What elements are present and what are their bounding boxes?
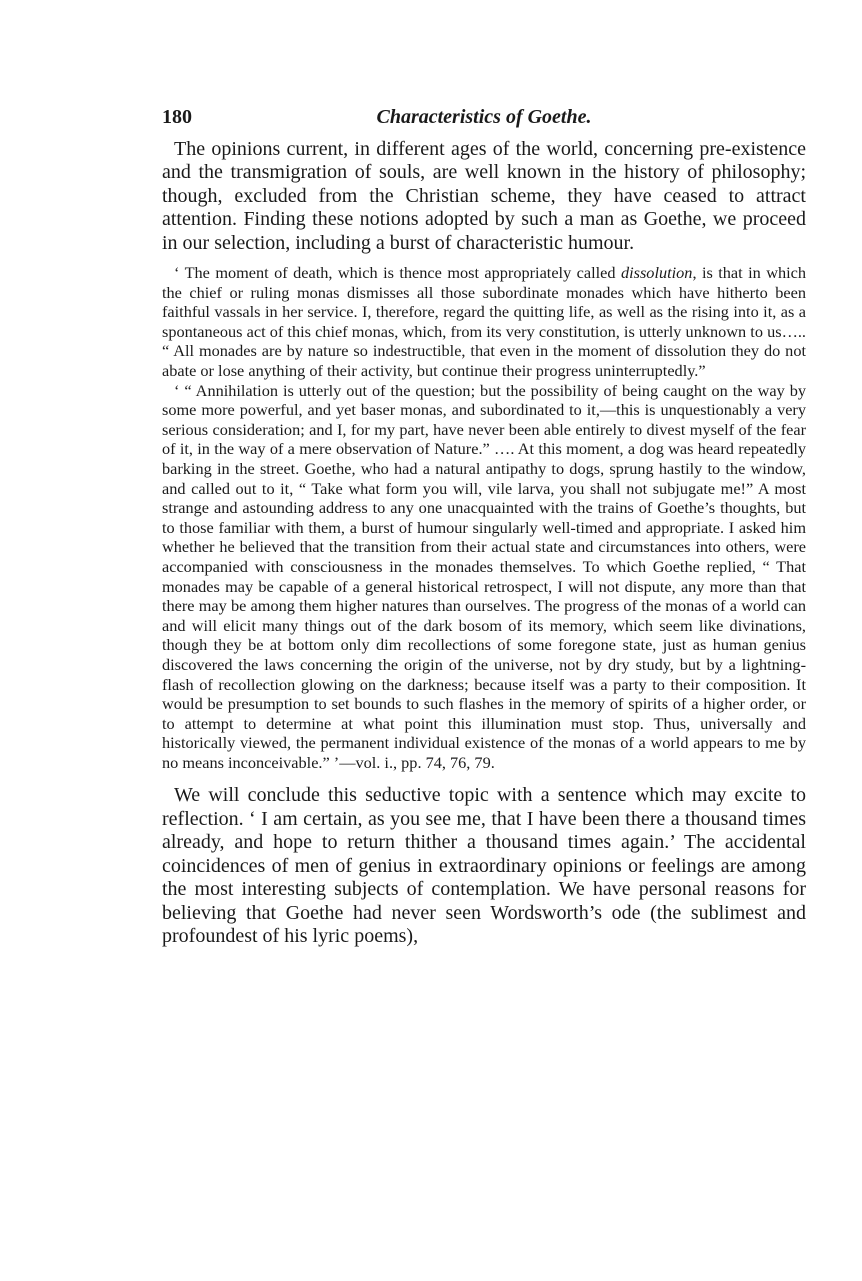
header-spacer — [162, 130, 806, 138]
paragraph-conclusion: We will conclude this seductive topic with a sentence which may excite to reflection. ‘ I am certain, as you see me, that I have been there a thousand times already, and hope to return thither a thousand times again.’ The accidental coincidences of men of genius in extraordinary opinions or feelings are among the most interesting subjects of contemplation. We have personal reasons for believing that Goethe had never seen Wordsworth’s ode (the sublimest and profoundest of his lyric poems), — [162, 784, 806, 947]
paragraph-preexistence: The opinions current, in different ages of the world, concerning pre-existence and the transmigration of souls, are well known in the history of philosophy; though, excluded from the Christian scheme, they have ceased to attract attention. Finding these notions adopted by such a man as Goethe, we proceed in our selection, including a burst of characteristic humour. — [162, 138, 806, 254]
paragraph-spacer — [162, 772, 806, 784]
paragraph-spacer — [162, 255, 806, 263]
running-head — [162, 104, 806, 130]
quote-annihilation: ‘ “ Annihilation is utterly out of the question; but the possibility of being caught on the way by some more powerful, and yet baser monas, and subordinated to it,—this is unquestionably a very serious consideration; and I, for my part, have never been able entirely to divest myself of the fear of it, in the way of a mere observation of Nature.” …. At this moment, a dog was heard repeatedly barking in the street. Goethe, who had a natural antipathy to dogs, sprung hastily to the window, and called out to it, “ Take what form you will, vile larva, you shall not subjugate me!” A most strange and astounding address to any one unacquainted with the trains of Goethe’s thoughts, but to those familiar with them, a burst of humour singularly well-timed and appropriate. I asked him whether he believed that the transition from their actual state and circumstances into others, were accompanied with consciousness in the monades themselves. To which Goethe replied, “ That monades may be capable of a general historical retrospect, I will not dispute, any more than that there may be among them higher natures than ourselves. The progress of the monas of a world can and will elicit many things out of the dark bosom of its memory, which seem like divinations, though they be at bottom only dim recollections of some foregone state, just as human genius discovered the laws concerning the origin of the universe, not by dry study, but by a lightning-flash of recollection glowing on the darkness; because itself was a party to their composition. It would be presumption to set bounds to such flashes in the memory of spirits of a higher order, or to attempt to determine at what point this illumination must stop. Thus, universally and historically viewed, the permanent individual existence of the monas of a world appears to me by no means inconceivable.” ’—vol. i., pp. 74, 76, 79. — [162, 380, 806, 772]
quote-moment-of-death-start: ‘ The moment of death, which is thence most appropriately called — [174, 263, 621, 283]
running-title: Characteristics of Goethe. — [376, 106, 592, 128]
quote-moment-of-death — [162, 263, 806, 381]
book-page — [162, 104, 806, 948]
quote-dissolution-italic: dissolution — [620, 263, 693, 283]
page-number: 180 — [162, 106, 192, 128]
quote-moment-of-death-rest: , is that in which the chief or ruling monas dismisses all those subordinate monades which have hitherto been faithful vassals in her service. I, therefore, regard the quitting life, as well as the rising into it, as a spontaneous act of this chief monas, which, from its very constitution, is utterly unknown to us….. “ All monades are by nature so indestructible, that even in the moment of dissolution they do not abate or lose anything of their activity, but continue their progress uninterruptedly.” — [162, 263, 806, 380]
